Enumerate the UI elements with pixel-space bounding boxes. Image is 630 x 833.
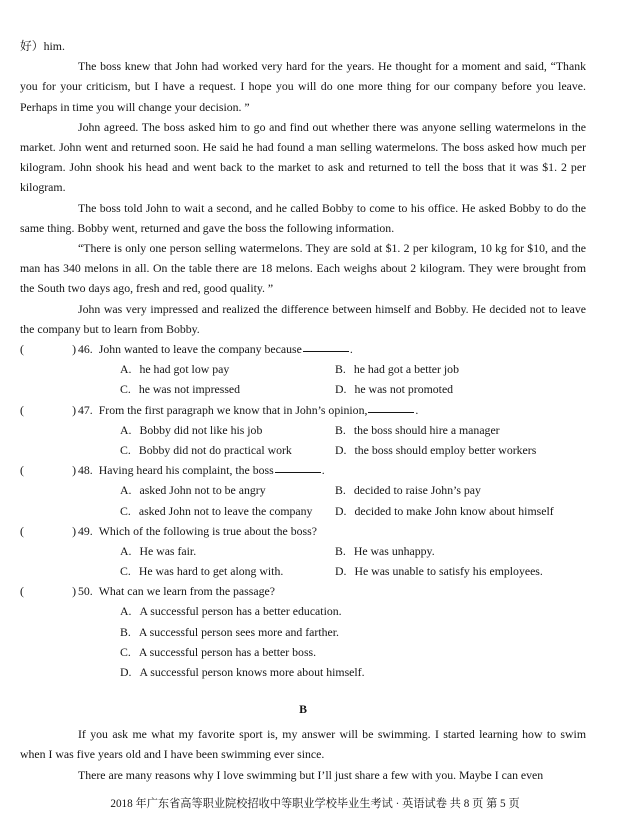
- passage-paragraph: John was very impressed and realized the difference between himself and Bobby. He decided not to leave the company but to learn from Bobby.: [20, 301, 586, 336]
- option-b[interactable]: B. decided to raise John’s pay: [335, 483, 481, 498]
- question-number: 48.: [78, 463, 93, 478]
- option-row: [20, 359, 586, 379]
- question-stem: [20, 521, 586, 541]
- answer-bracket[interactable]: ( ): [20, 402, 76, 417]
- option-a[interactable]: A. He was fair.: [120, 543, 197, 558]
- passage-paragraph: The boss told John to wait a second, and he called Bobby to come to his office. He asked Bobby to do the same thing. Bobby went, returned and gave the boss the following information.: [20, 200, 586, 235]
- page-footer: 2018 年广东省高等职业院校招收中等职业学校毕业生考试 · 英语试卷 共 8 页 第 5 页: [110, 798, 520, 810]
- question-number: 46.: [78, 342, 93, 357]
- section-heading: B: [299, 702, 307, 717]
- option-c[interactable]: C. He was hard to get along with.: [120, 564, 284, 579]
- question-46: [20, 339, 586, 400]
- passage-paragraph: 好）him.: [20, 39, 65, 53]
- question-number: 49.: [78, 523, 93, 538]
- question-text: What can we learn from the passage?: [98, 584, 275, 599]
- question-text: John wanted to leave the company because: [98, 342, 302, 357]
- option-b[interactable]: B. he had got a better job: [335, 362, 459, 377]
- option-c[interactable]: C. Bobby did not do practical work: [120, 442, 292, 457]
- answer-blank: [368, 400, 414, 413]
- option-b[interactable]: B. A successful person sees more and farther.: [120, 624, 339, 639]
- question-47: [20, 400, 586, 461]
- passage-paragraph: John agreed. The boss asked him to go and find out whether there was anyone selling watermelons in the market. John went and returned soon. He said he had found a man selling watermelons. The boss asked how much per kilogram. John shook his head and went back to the market to ask and returned to tell the boss that it was $1. 2 per kilogram.: [20, 119, 586, 195]
- answer-blank: [275, 460, 321, 473]
- option-row: [20, 501, 586, 521]
- question-number: 50.: [78, 584, 93, 599]
- question-stem: [20, 400, 586, 420]
- option-a[interactable]: A. Bobby did not like his job: [120, 422, 263, 437]
- question-text-end: .: [349, 342, 353, 357]
- question-stem: [20, 460, 586, 480]
- option-d[interactable]: D. A successful person knows more about himself.: [120, 665, 365, 680]
- option-a[interactable]: A. asked John not to be angry: [120, 483, 266, 498]
- question-number: 47.: [78, 402, 93, 417]
- passage-paragraph: “There is only one person selling watermelons. They are sold at $1. 2 per kilogram, 10 kg for $10, and the man has 340 melons in all. On the table there are 18 melons. Each weighs about 2 kilogram. They were brought from the South two days ago, fresh and red, good quality. ”: [20, 241, 586, 296]
- answer-bracket[interactable]: ( ): [20, 463, 76, 478]
- passage-paragraph: The boss knew that John had worked very hard for the years. He thought for a moment and said, “Thank you for your criticism, but I have a request. I hope you will do one more thing for our company before you leave. Perhaps in time you will change your decision. ”: [20, 59, 586, 114]
- option-row: [20, 379, 586, 399]
- option-b[interactable]: B. the boss should hire a manager: [335, 422, 500, 437]
- option-row: [20, 440, 586, 460]
- passage-a: [20, 36, 586, 339]
- question-48: [20, 460, 586, 521]
- option-row: [20, 541, 586, 561]
- passage-b: [20, 724, 586, 785]
- answer-bracket[interactable]: ( ): [20, 342, 76, 357]
- option-c[interactable]: C. asked John not to leave the company: [120, 503, 313, 518]
- question-stem: [20, 581, 586, 601]
- option-b[interactable]: B. He was unhappy.: [335, 543, 435, 558]
- option-a[interactable]: A. A successful person has a better education.: [120, 604, 342, 619]
- option-row: [20, 480, 586, 500]
- question-text-end: .: [321, 463, 325, 478]
- option-c[interactable]: C. A successful person has a better boss.: [120, 644, 317, 659]
- question-49: [20, 521, 586, 582]
- option-d[interactable]: D. decided to make John know about himself: [335, 503, 554, 518]
- answer-bracket[interactable]: ( ): [20, 523, 76, 538]
- question-text: From the first paragraph we know that in John’s opinion,: [98, 402, 368, 417]
- question-stem: [20, 339, 586, 359]
- passage-paragraph: There are many reasons why I love swimming but I’ll just share a few with you. Maybe I can even: [78, 767, 544, 782]
- question-50: [20, 581, 586, 682]
- question-text-end: .: [415, 402, 419, 417]
- option-a[interactable]: A. he had got low pay: [120, 362, 230, 377]
- option-c[interactable]: C. he was not impressed: [120, 382, 241, 397]
- question-text: Having heard his complaint, the boss: [98, 463, 274, 478]
- option-d[interactable]: D. He was unable to satisfy his employees.: [335, 564, 543, 579]
- option-row: [20, 420, 586, 440]
- answer-bracket[interactable]: ( ): [20, 584, 76, 599]
- passage-paragraph: If you ask me what my favorite sport is, my answer will be swimming. I started learning how to swim when I was five years old and I have been swimming ever since.: [20, 727, 586, 762]
- option-d[interactable]: D. the boss should employ better workers: [335, 442, 537, 457]
- option-row: [20, 561, 586, 581]
- option-d[interactable]: D. he was not promoted: [335, 382, 454, 397]
- answer-blank: [303, 339, 349, 352]
- question-text: Which of the following is true about the boss?: [98, 523, 317, 538]
